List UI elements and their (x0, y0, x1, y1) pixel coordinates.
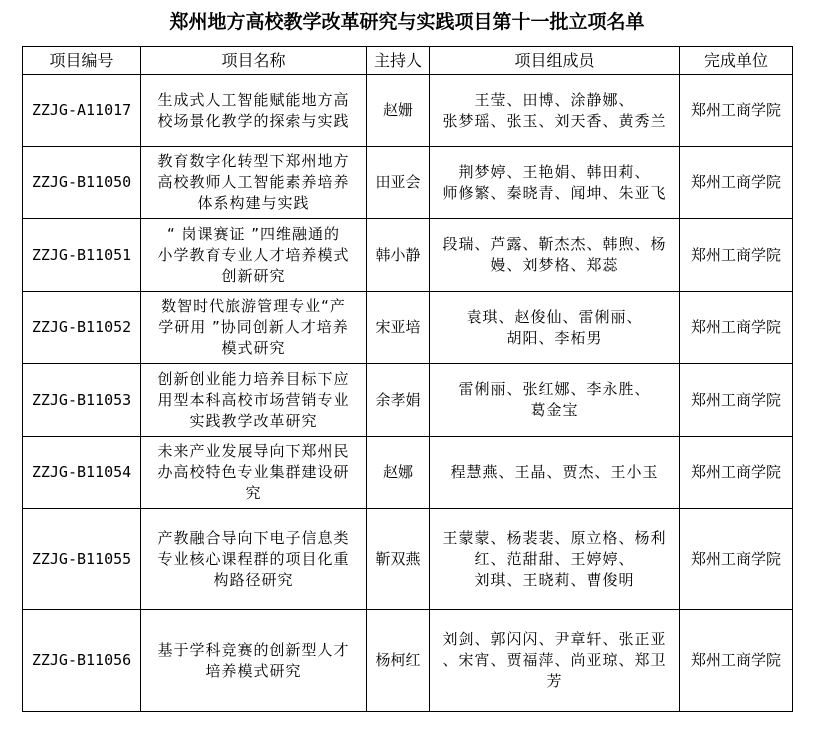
members-cell-line: 嫚、刘梦格、郑蕊 (490, 256, 619, 274)
members-cell-line: 段瑞、芦露、靳杰杰、韩煦、杨 (442, 235, 667, 253)
project-name-cell (141, 610, 367, 712)
table-row (23, 292, 793, 364)
host-cell: 杨柯红 (367, 610, 430, 712)
table-row (23, 364, 793, 437)
host-cell: 靳双燕 (367, 509, 430, 610)
project-code-cell: ZZJG-B11056 (23, 610, 141, 712)
members-cell (430, 292, 680, 364)
project-name-cell (141, 147, 367, 219)
members-cell-line: 张梦瑶、张玉、刘天香、黄秀兰 (442, 111, 667, 130)
header-unit: 完成单位 (680, 47, 793, 75)
project-name-cell-line: 校场景化教学的探索与实践 (157, 111, 350, 130)
members-cell-line: 王莹、田博、涂静娜、 (474, 90, 635, 109)
unit-cell: 郑州工商学院 (680, 437, 793, 509)
project-code-cell: ZZJG-B11050 (23, 147, 141, 219)
project-name-cell (141, 509, 367, 610)
unit-cell: 郑州工商学院 (680, 292, 793, 364)
project-name-cell-line: 数智时代旅游管理专业“产 (161, 297, 346, 315)
project-code-cell: ZZJG-B11052 (23, 292, 141, 364)
project-name-cell (141, 219, 367, 292)
project-name-cell-line: 究 (245, 484, 262, 502)
members-cell-line: 师修繁、秦晓青、闻坤、朱亚飞 (442, 183, 667, 202)
project-name-cell-line: 体系构建与实践 (197, 194, 310, 212)
project-name-cell-line: 教育数字化转型下郑州地方 (157, 152, 350, 170)
members-cell-line: 、宋宵、贾福萍、尚亚琼、郑卫 (442, 651, 667, 669)
project-name-cell (141, 364, 367, 437)
members-cell-line: 刘琪、王晓莉、曹俊明 (474, 570, 635, 589)
table-row (23, 75, 793, 147)
members-cell (430, 75, 680, 147)
unit-cell: 郑州工商学院 (680, 219, 793, 292)
members-cell (430, 364, 680, 437)
project-name-cell-line: 用型本科高校市场营销专业 (157, 390, 350, 409)
header-project-code: 项目编号 (23, 47, 141, 75)
project-name-cell-line: 小学教育专业人才培养模式 (157, 245, 350, 264)
project-name-cell-line: 创新创业能力培养目标下应 (157, 369, 350, 388)
members-cell-line: 程慧燕、王晶、贾杰、王小玉 (450, 463, 659, 481)
members-cell-line: 红、范甜甜、王婷婷、 (474, 549, 635, 568)
members-cell-line: 胡阳、李柘男 (506, 328, 603, 347)
members-cell-line: 袁琪、赵俊仙、雷俐丽、 (466, 307, 643, 326)
project-code-cell: ZZJG-B11051 (23, 219, 141, 292)
host-cell: 韩小静 (367, 219, 430, 292)
members-cell-line: 刘剑、郭闪闪、尹章轩、张正亚 (442, 630, 667, 648)
members-cell (430, 147, 680, 219)
members-cell-line: 雷俐丽、张红娜、李永胜、 (458, 380, 651, 398)
header-project-name: 项目名称 (141, 47, 367, 75)
project-name-cell-line: 生成式人工智能赋能地方高 (157, 90, 350, 109)
members-cell (430, 219, 680, 292)
table-header-row (23, 47, 793, 75)
members-cell-line: 荆梦婷、王艳娟、韩田莉、 (458, 162, 651, 181)
members-cell-line: 葛金宝 (530, 401, 579, 419)
table-row (23, 509, 793, 610)
members-cell-line: 王蒙蒙、杨裴裴、原立格、杨利 (442, 528, 667, 547)
project-name-cell-line: 学研用 ”协同创新人才培养 (158, 318, 349, 336)
project-name-cell-line: 模式研究 (221, 339, 286, 357)
project-code-cell: ZZJG-B11053 (23, 364, 141, 437)
header-host: 主持人 (367, 47, 430, 75)
project-name-cell-line: “ 岗课赛证 ”四维融通的 (166, 224, 341, 243)
project-name-cell-line: 办高校特色专业集群建设研 (157, 463, 350, 481)
project-name-cell-line: 创新研究 (221, 266, 286, 285)
unit-cell: 郑州工商学院 (680, 75, 793, 147)
members-cell-line: 芳 (546, 672, 563, 690)
members-cell (430, 509, 680, 610)
host-cell: 田亚会 (367, 147, 430, 219)
project-name-cell-line: 专业核心课程群的项目化重 (157, 549, 350, 568)
unit-cell: 郑州工商学院 (680, 147, 793, 219)
project-name-cell-line: 培养模式研究 (205, 661, 302, 680)
unit-cell: 郑州工商学院 (680, 364, 793, 437)
project-name-cell-line: 实践教学改革研究 (189, 411, 318, 430)
host-cell: 宋亚培 (367, 292, 430, 364)
project-name-cell (141, 437, 367, 509)
project-name-cell-line: 高校教师人工智能素养培养 (157, 173, 350, 191)
host-cell: 赵姗 (367, 75, 430, 147)
project-name-cell (141, 292, 367, 364)
project-name-cell (141, 75, 367, 147)
table-row (23, 147, 793, 219)
document-title: 郑州地方高校教学改革研究与实践项目第十一批立项名单 (169, 11, 645, 33)
members-cell (430, 437, 680, 509)
unit-cell: 郑州工商学院 (680, 509, 793, 610)
project-name-cell-line: 产教融合导向下电子信息类 (157, 528, 350, 547)
project-code-cell: ZZJG-B11055 (23, 509, 141, 610)
table-row (23, 610, 793, 712)
unit-cell: 郑州工商学院 (680, 610, 793, 712)
members-cell (430, 610, 680, 712)
project-code-cell: ZZJG-A11017 (23, 75, 141, 147)
host-cell: 余孝娟 (367, 364, 430, 437)
project-name-cell-line: 基于学科竞赛的创新型人才 (157, 640, 350, 659)
header-members: 项目组成员 (430, 47, 680, 75)
project-name-cell-line: 未来产业发展导向下郑州民 (157, 442, 350, 460)
project-code-cell: ZZJG-B11054 (23, 437, 141, 509)
table-row (23, 219, 793, 292)
project-list-table (22, 46, 793, 712)
project-name-cell-line: 构路径研究 (213, 570, 294, 589)
table-row (23, 437, 793, 509)
host-cell: 赵娜 (367, 437, 430, 509)
